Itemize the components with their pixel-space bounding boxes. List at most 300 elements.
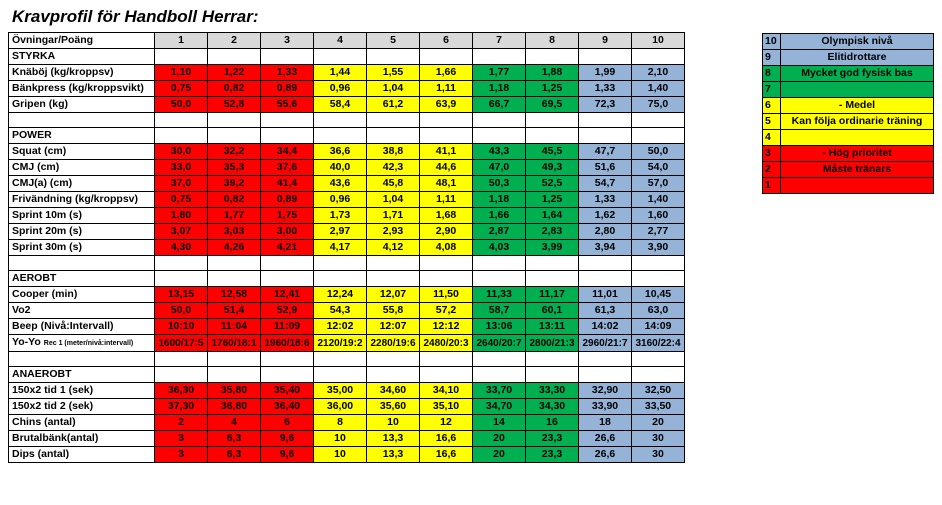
legend-text: - Medel	[781, 98, 934, 114]
legend-number: 4	[763, 130, 781, 146]
table-row	[9, 208, 685, 224]
value-cell: 2,87	[473, 224, 526, 240]
spacer-cell	[208, 352, 261, 367]
value-cell: 1,22	[208, 65, 261, 81]
empty-cell	[420, 49, 473, 65]
value-cell: 4,26	[208, 240, 261, 256]
header-point: 9	[579, 33, 632, 49]
value-cell: 35,3	[208, 160, 261, 176]
legend-row	[763, 114, 934, 130]
spacer-row	[9, 113, 685, 128]
row-label	[9, 240, 155, 256]
spacer-cell	[420, 256, 473, 271]
value-cell: 6	[261, 415, 314, 431]
value-cell: 8	[314, 415, 367, 431]
value-cell: 1,33	[579, 81, 632, 97]
spacer-cell	[261, 256, 314, 271]
value-cell: 57,0	[632, 176, 685, 192]
value-cell: 32,2	[208, 144, 261, 160]
value-cell: 1,40	[632, 81, 685, 97]
value-cell: 3160/22:4	[632, 335, 685, 352]
spacer-cell	[314, 352, 367, 367]
value-cell: 47,7	[579, 144, 632, 160]
row-label-text: Yo-Yo	[12, 336, 41, 348]
value-cell: 0,96	[314, 81, 367, 97]
table-row	[9, 160, 685, 176]
value-cell: 16,6	[420, 447, 473, 463]
header-point: 3	[261, 33, 314, 49]
value-cell: 20	[473, 431, 526, 447]
empty-cell	[261, 49, 314, 65]
row-label	[9, 81, 155, 97]
value-cell: 2120/19:2	[314, 335, 367, 352]
legend-text: Kan följa ordinarie träning	[781, 114, 934, 130]
empty-cell	[526, 367, 579, 383]
spacer-cell	[9, 113, 155, 128]
section-row	[9, 271, 685, 287]
empty-cell	[208, 271, 261, 287]
value-cell: 1,18	[473, 81, 526, 97]
empty-cell	[632, 271, 685, 287]
row-label-text: Sprint 30m (s)	[12, 241, 83, 253]
value-cell: 1,80	[155, 208, 208, 224]
value-cell: 37,0	[155, 176, 208, 192]
value-cell: 3,94	[579, 240, 632, 256]
value-cell: 12,07	[367, 287, 420, 303]
value-cell: 3	[155, 447, 208, 463]
table-row	[9, 287, 685, 303]
row-label	[9, 144, 155, 160]
spacer-row	[9, 352, 685, 367]
legend-number: 9	[763, 50, 781, 66]
spacer-cell	[9, 256, 155, 271]
value-cell: 32,50	[632, 383, 685, 399]
value-cell: 1,68	[420, 208, 473, 224]
empty-cell	[367, 128, 420, 144]
value-cell: 13,3	[367, 431, 420, 447]
value-cell: 63,0	[632, 303, 685, 319]
legend-text	[781, 178, 934, 194]
empty-cell	[314, 49, 367, 65]
value-cell: 50,0	[155, 97, 208, 113]
value-cell: 10	[314, 447, 367, 463]
row-label	[9, 160, 155, 176]
value-cell: 33,30	[526, 383, 579, 399]
empty-cell	[632, 128, 685, 144]
legend-number: 5	[763, 114, 781, 130]
legend-row	[763, 34, 934, 50]
row-label	[9, 415, 155, 431]
value-cell: 10:10	[155, 319, 208, 335]
legend-text: Olympisk nivå	[781, 34, 934, 50]
legend-number: 1	[763, 178, 781, 194]
row-label-text: Sprint 10m (s)	[12, 209, 83, 221]
empty-cell	[526, 49, 579, 65]
value-cell: 2	[155, 415, 208, 431]
empty-cell	[261, 128, 314, 144]
value-cell: 45,8	[367, 176, 420, 192]
value-cell: 1,99	[579, 65, 632, 81]
value-cell: 12,41	[261, 287, 314, 303]
kravprofil-table	[8, 32, 685, 463]
value-cell: 1,04	[367, 81, 420, 97]
row-label	[9, 192, 155, 208]
value-cell: 1,18	[473, 192, 526, 208]
value-cell: 47,0	[473, 160, 526, 176]
value-cell: 0,96	[314, 192, 367, 208]
value-cell: 42,3	[367, 160, 420, 176]
value-cell: 43,6	[314, 176, 367, 192]
row-label-text: Beep (Nivå:Intervall)	[12, 320, 114, 332]
legend-number: 7	[763, 82, 781, 98]
empty-cell	[473, 128, 526, 144]
value-cell: 30,0	[155, 144, 208, 160]
value-cell: 0,89	[261, 81, 314, 97]
value-cell: 54,3	[314, 303, 367, 319]
value-cell: 3,07	[155, 224, 208, 240]
value-cell: 1,73	[314, 208, 367, 224]
row-label	[9, 208, 155, 224]
legend-row	[763, 162, 934, 178]
legend-row	[763, 82, 934, 98]
value-cell: 12:07	[367, 319, 420, 335]
value-cell: 1,64	[526, 208, 579, 224]
header-label: Övningar/Poäng	[9, 33, 155, 49]
value-cell: 1,75	[261, 208, 314, 224]
value-cell: 52,9	[261, 303, 314, 319]
row-label	[9, 303, 155, 319]
value-cell: 2,90	[420, 224, 473, 240]
value-cell: 4,17	[314, 240, 367, 256]
value-cell: 14:09	[632, 319, 685, 335]
empty-cell	[579, 367, 632, 383]
value-cell: 1960/18:6	[261, 335, 314, 352]
value-cell: 12,58	[208, 287, 261, 303]
empty-cell	[526, 271, 579, 287]
value-cell: 20	[632, 415, 685, 431]
row-label	[9, 399, 155, 415]
legend-row	[763, 130, 934, 146]
value-cell: 52,5	[526, 176, 579, 192]
legend-row	[763, 98, 934, 114]
value-cell: 57,2	[420, 303, 473, 319]
value-cell: 6,3	[208, 447, 261, 463]
spacer-cell	[314, 256, 367, 271]
value-cell: 1,88	[526, 65, 579, 81]
value-cell: 0,89	[261, 192, 314, 208]
row-label-text: Frivändning (kg/kroppsv)	[12, 193, 139, 205]
legend-text: Elitidrottare	[781, 50, 934, 66]
value-cell: 1,62	[579, 208, 632, 224]
value-cell: 66,7	[473, 97, 526, 113]
value-cell: 75,0	[632, 97, 685, 113]
value-cell: 2,80	[579, 224, 632, 240]
value-cell: 30	[632, 447, 685, 463]
empty-cell	[261, 367, 314, 383]
value-cell: 1,10	[155, 65, 208, 81]
table-row	[9, 383, 685, 399]
row-label-text: 150x2 tid 1 (sek)	[12, 384, 94, 396]
legend-text: - Hög prioritet	[781, 146, 934, 162]
value-cell: 43,3	[473, 144, 526, 160]
value-cell: 34,10	[420, 383, 473, 399]
spacer-cell	[632, 256, 685, 271]
value-cell: 2,83	[526, 224, 579, 240]
section-row	[9, 128, 685, 144]
value-cell: 49,3	[526, 160, 579, 176]
empty-cell	[526, 128, 579, 144]
row-label-text: Knäböj (kg/kroppsv)	[12, 66, 114, 78]
value-cell: 48,1	[420, 176, 473, 192]
value-cell: 38,8	[367, 144, 420, 160]
value-cell: 2,77	[632, 224, 685, 240]
value-cell: 61,3	[579, 303, 632, 319]
spacer-cell	[579, 113, 632, 128]
value-cell: 1,44	[314, 65, 367, 81]
spacer-cell	[367, 352, 420, 367]
spacer-cell	[473, 113, 526, 128]
value-cell: 41,4	[261, 176, 314, 192]
spacer-cell	[367, 113, 420, 128]
row-label-text: Bänkpress (kg/kroppsvikt)	[12, 82, 144, 94]
empty-cell	[420, 271, 473, 287]
value-cell: 58,7	[473, 303, 526, 319]
legend-text: Mycket god fysisk bas	[781, 66, 934, 82]
section-row	[9, 49, 685, 65]
row-label	[9, 431, 155, 447]
empty-cell	[155, 271, 208, 287]
empty-cell	[579, 128, 632, 144]
empty-cell	[208, 49, 261, 65]
value-cell: 34,4	[261, 144, 314, 160]
table-row	[9, 65, 685, 81]
empty-cell	[420, 367, 473, 383]
spacer-cell	[314, 113, 367, 128]
value-cell: 1,33	[579, 192, 632, 208]
value-cell: 35,80	[208, 383, 261, 399]
value-cell: 1,25	[526, 81, 579, 97]
value-cell: 45,5	[526, 144, 579, 160]
row-label-text: Squat (cm)	[12, 145, 67, 157]
table-row	[9, 224, 685, 240]
legend-number: 3	[763, 146, 781, 162]
value-cell: 63,9	[420, 97, 473, 113]
value-cell: 34,70	[473, 399, 526, 415]
value-cell: 33,0	[155, 160, 208, 176]
row-label	[9, 224, 155, 240]
value-cell: 10,45	[632, 287, 685, 303]
legend-row	[763, 146, 934, 162]
spacer-cell	[632, 113, 685, 128]
value-cell: 20	[473, 447, 526, 463]
header-row	[9, 33, 685, 49]
value-cell: 3,90	[632, 240, 685, 256]
value-cell: 39,2	[208, 176, 261, 192]
table-row	[9, 319, 685, 335]
legend-number: 8	[763, 66, 781, 82]
table-row	[9, 144, 685, 160]
value-cell: 1760/18:1	[208, 335, 261, 352]
row-label-text: CMJ(a) (cm)	[12, 177, 73, 189]
empty-cell	[579, 271, 632, 287]
empty-cell	[632, 49, 685, 65]
value-cell: 11,01	[579, 287, 632, 303]
spacer-cell	[261, 113, 314, 128]
value-cell: 12:02	[314, 319, 367, 335]
legend-row	[763, 178, 934, 194]
empty-cell	[208, 128, 261, 144]
empty-cell	[473, 271, 526, 287]
spacer-cell	[155, 256, 208, 271]
value-cell: 2,97	[314, 224, 367, 240]
value-cell: 4,03	[473, 240, 526, 256]
value-cell: 3	[155, 431, 208, 447]
value-cell: 0,75	[155, 81, 208, 97]
value-cell: 26,6	[579, 447, 632, 463]
legend-text	[781, 82, 934, 98]
legend-number: 2	[763, 162, 781, 178]
value-cell: 1,11	[420, 192, 473, 208]
header-point: 10	[632, 33, 685, 49]
value-cell: 3,03	[208, 224, 261, 240]
value-cell: 12	[420, 415, 473, 431]
value-cell: 3,00	[261, 224, 314, 240]
spacer-cell	[420, 113, 473, 128]
row-label-text: Cooper (min)	[12, 288, 78, 300]
value-cell: 36,80	[208, 399, 261, 415]
spacer-cell	[367, 256, 420, 271]
empty-cell	[155, 49, 208, 65]
value-cell: 10	[367, 415, 420, 431]
value-cell: 1600/17:5	[155, 335, 208, 352]
value-cell: 35,00	[314, 383, 367, 399]
header-point: 1	[155, 33, 208, 49]
table-row	[9, 303, 685, 319]
value-cell: 10	[314, 431, 367, 447]
value-cell: 23,3	[526, 447, 579, 463]
value-cell: 55,6	[261, 97, 314, 113]
value-cell: 35,40	[261, 383, 314, 399]
row-label-text: Dips (antal)	[12, 448, 70, 460]
empty-cell	[314, 367, 367, 383]
value-cell: 13,3	[367, 447, 420, 463]
table-row	[9, 192, 685, 208]
header-point: 6	[420, 33, 473, 49]
legend-row	[763, 66, 934, 82]
row-label	[9, 65, 155, 81]
header-point: 8	[526, 33, 579, 49]
row-label-text: Chins (antal)	[12, 416, 76, 428]
empty-cell	[367, 49, 420, 65]
row-label	[9, 447, 155, 463]
spacer-cell	[261, 352, 314, 367]
legend-text	[781, 130, 934, 146]
value-cell: 1,33	[261, 65, 314, 81]
value-cell: 14	[473, 415, 526, 431]
table-row	[9, 81, 685, 97]
value-cell: 36,00	[314, 399, 367, 415]
value-cell: 0,82	[208, 192, 261, 208]
value-cell: 9,6	[261, 447, 314, 463]
value-cell: 13,15	[155, 287, 208, 303]
value-cell: 1,04	[367, 192, 420, 208]
value-cell: 4,30	[155, 240, 208, 256]
value-cell: 1,40	[632, 192, 685, 208]
header-point: 7	[473, 33, 526, 49]
section-title: POWER	[9, 128, 155, 144]
spacer-cell	[526, 113, 579, 128]
value-cell: 2960/21:7	[579, 335, 632, 352]
spacer-cell	[526, 352, 579, 367]
empty-cell	[367, 367, 420, 383]
value-cell: 1,66	[420, 65, 473, 81]
value-cell: 37,30	[155, 399, 208, 415]
value-cell: 2280/19:6	[367, 335, 420, 352]
value-cell: 2800/21:3	[526, 335, 579, 352]
row-label-small: Rec 1 (meter/nivå:intervall)	[43, 340, 134, 347]
legend-table	[762, 33, 934, 194]
value-cell: 69,5	[526, 97, 579, 113]
value-cell: 16	[526, 415, 579, 431]
spacer-cell	[155, 113, 208, 128]
value-cell: 37,6	[261, 160, 314, 176]
row-label-text: Gripen (kg)	[12, 98, 69, 110]
empty-cell	[314, 128, 367, 144]
value-cell: 4,08	[420, 240, 473, 256]
value-cell: 41,1	[420, 144, 473, 160]
value-cell: 50,0	[155, 303, 208, 319]
spacer-cell	[155, 352, 208, 367]
value-cell: 52,8	[208, 97, 261, 113]
value-cell: 51,6	[579, 160, 632, 176]
table-row	[9, 97, 685, 113]
row-label-text: 150x2 tid 2 (sek)	[12, 400, 94, 412]
empty-cell	[261, 271, 314, 287]
value-cell: 1,77	[208, 208, 261, 224]
value-cell: 16,6	[420, 431, 473, 447]
spacer-cell	[420, 352, 473, 367]
value-cell: 0,82	[208, 81, 261, 97]
value-cell: 4,12	[367, 240, 420, 256]
value-cell: 34,30	[526, 399, 579, 415]
empty-cell	[367, 271, 420, 287]
value-cell: 23,3	[526, 431, 579, 447]
value-cell: 33,70	[473, 383, 526, 399]
value-cell: 44,6	[420, 160, 473, 176]
empty-cell	[473, 367, 526, 383]
value-cell: 1,55	[367, 65, 420, 81]
row-label	[9, 176, 155, 192]
value-cell: 54,7	[579, 176, 632, 192]
row-label	[9, 383, 155, 399]
value-cell: 13:11	[526, 319, 579, 335]
value-cell: 35,10	[420, 399, 473, 415]
value-cell: 35,60	[367, 399, 420, 415]
section-row	[9, 367, 685, 383]
value-cell: 50,3	[473, 176, 526, 192]
table-row	[9, 240, 685, 256]
empty-cell	[208, 367, 261, 383]
legend-number: 6	[763, 98, 781, 114]
row-label-text: CMJ (cm)	[12, 161, 60, 173]
section-title: STYRKA	[9, 49, 155, 65]
value-cell: 6,3	[208, 431, 261, 447]
legend-number: 10	[763, 34, 781, 50]
section-title: AEROBT	[9, 271, 155, 287]
value-cell: 1,71	[367, 208, 420, 224]
header-point: 4	[314, 33, 367, 49]
value-cell: 14:02	[579, 319, 632, 335]
